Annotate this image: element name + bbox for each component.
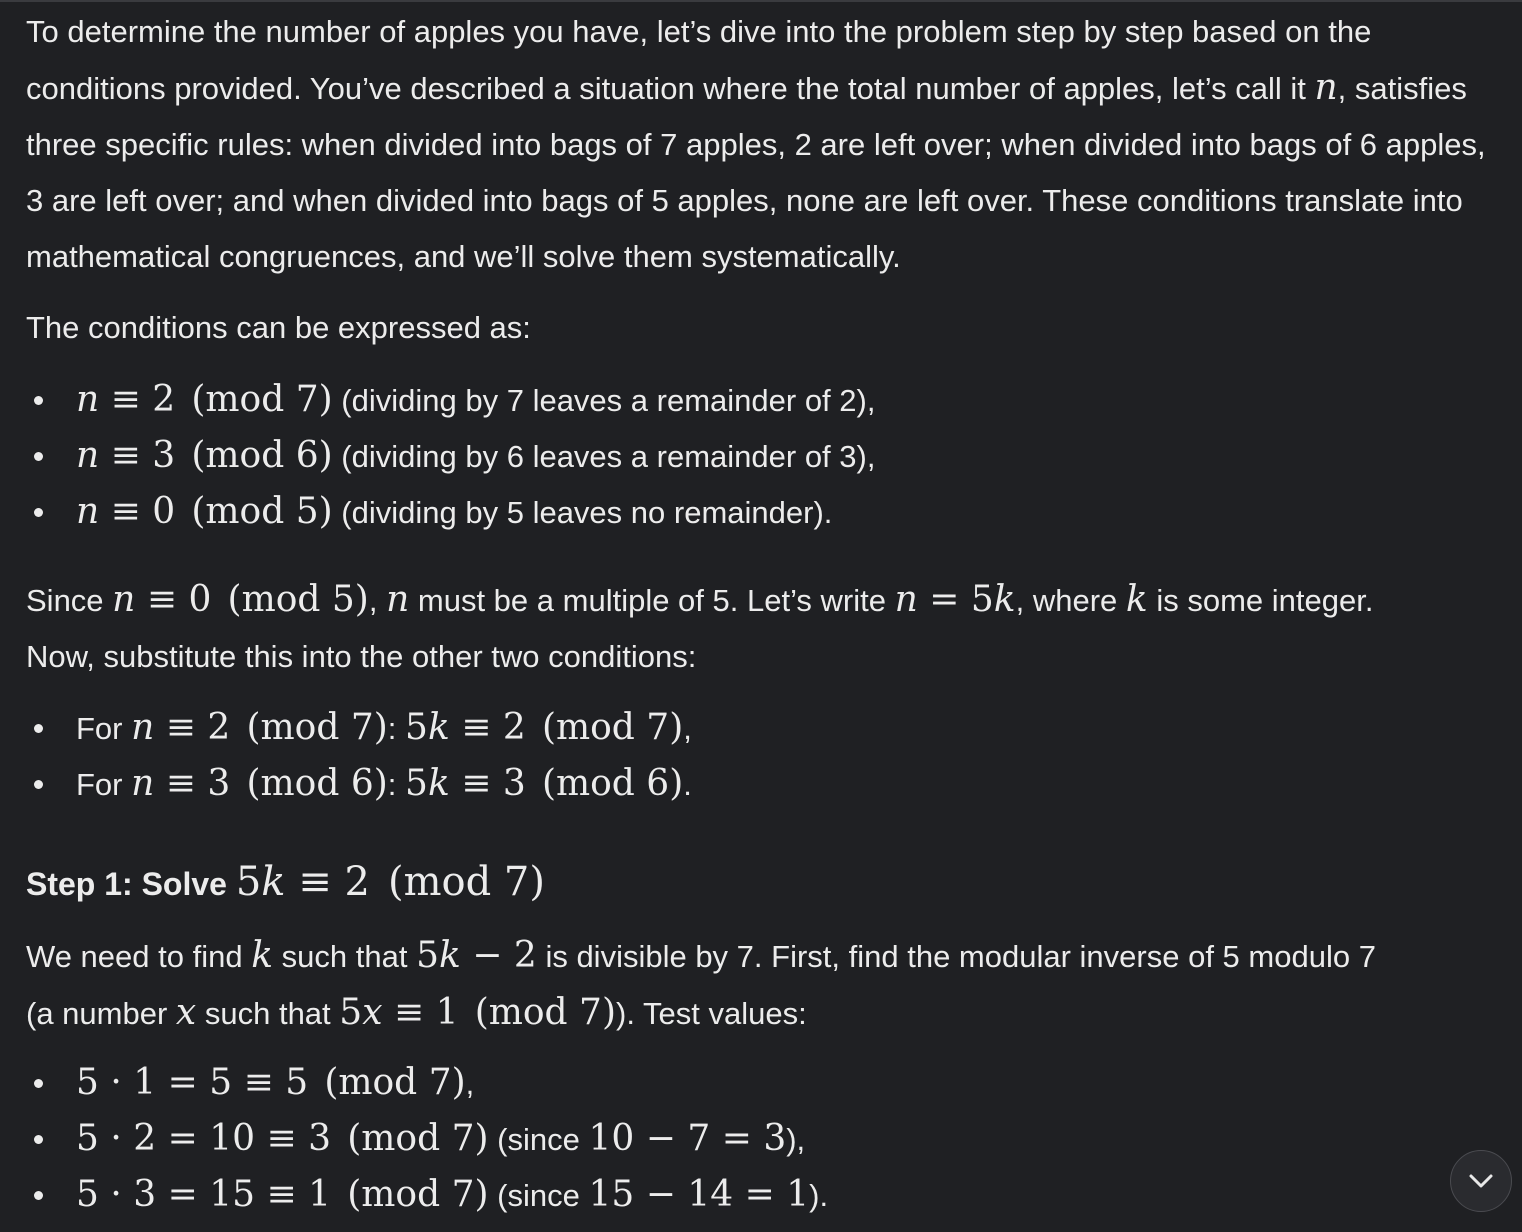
bullet (34, 1079, 43, 1088)
list-item (26, 428, 1496, 484)
condition-text: (dividing by 6 leaves a remainder of 3), (341, 439, 876, 474)
bullet (34, 780, 43, 789)
bullet (34, 1191, 43, 1200)
congruence: n ≡ 3 (mod 6) (76, 435, 333, 476)
step1-heading: Step 1: Solve 5k ≡ 2 (mod 7) (26, 859, 545, 905)
chevron-down-icon (1468, 1173, 1494, 1189)
condition-text: (dividing by 5 leaves no remainder). (341, 495, 833, 530)
intro-text-b: , satisfies three specific rules: when divided into bags of 7 apples, 2 are left over; when divided into bags of 6 apples, 3 are left over; and when divided into bags of 5 apples, none are left over. These conditions translate into mathematical congruences, and we’ll solve them systematically. (26, 71, 1486, 274)
since-paragraph: Since n ≡ 0 (mod 5), n must be a multiple of 5. Let’s write n = 5k, where k is some integer. Now, substitute this into the other two conditions: (26, 579, 1374, 674)
step1-paragraph: We need to find k such that 5k − 2 is divisible by 7. First, find the modular inverse of 5 modulo 7 (a number x such that 5x ≡ 1 (mod 7)). Test values: (26, 935, 1376, 1033)
intro-paragraph (26, 4, 1496, 285)
bullet (34, 396, 43, 405)
list-item: 5 · 3 = 15 ≡ 1 (mod 7) (since 15 − 14 = 1). (26, 1167, 1496, 1223)
math-n: n (1314, 67, 1338, 108)
list-item: For n ≡ 2 (mod 7): 5k ≡ 2 (mod 7), (26, 700, 1496, 756)
bullet (34, 1135, 43, 1144)
substitute-list (26, 700, 1496, 812)
conditions-list (26, 372, 1496, 540)
conditions-heading: The conditions can be expressed as: (26, 310, 531, 345)
bullet (34, 724, 43, 733)
congruence: n ≡ 2 (mod 7) (76, 379, 333, 420)
bullet (34, 508, 43, 517)
condition-text: (dividing by 7 leaves a remainder of 2), (341, 383, 876, 418)
congruence: n ≡ 0 (mod 5) (76, 491, 333, 532)
top-border (0, 0, 1522, 2)
list-item: 5 · 2 = 10 ≡ 3 (mod 7) (since 10 − 7 = 3), (26, 1111, 1496, 1167)
tests-list (26, 1055, 1496, 1223)
since-line2: Now, substitute this into the other two conditions: (26, 639, 697, 674)
intro-text-a: To determine the number of apples you have, let’s dive into the problem step by step based on the conditions provided. You’ve described a situation where the total number of apples, let’s call it (26, 14, 1372, 106)
list-item (26, 372, 1496, 428)
bullet (34, 452, 43, 461)
scroll-down-button[interactable] (1450, 1150, 1512, 1212)
list-item (26, 484, 1496, 540)
list-item: 5 · 1 = 5 ≡ 5 (mod 7), (26, 1055, 1496, 1111)
list-item: For n ≡ 3 (mod 6): 5k ≡ 3 (mod 6). (26, 756, 1496, 812)
